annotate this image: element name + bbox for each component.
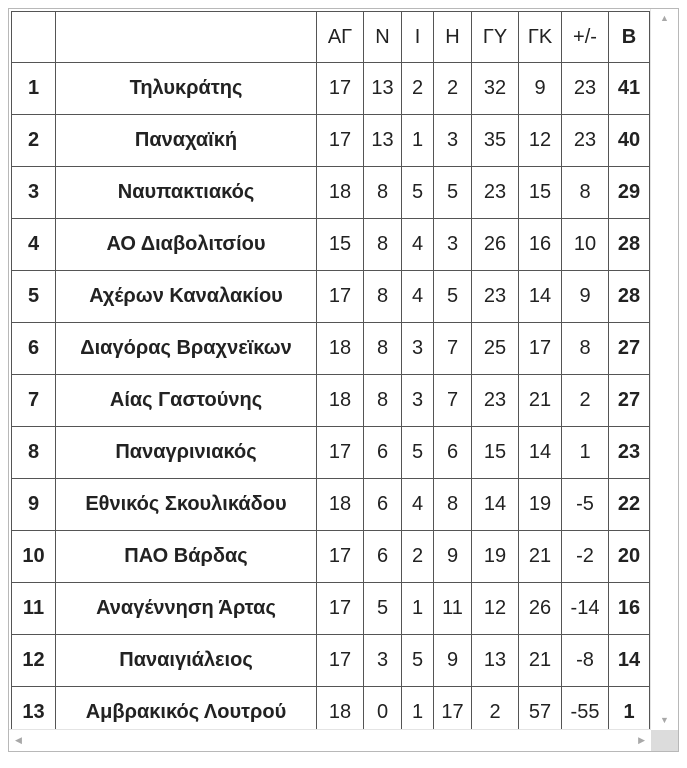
cell-points: 40 (609, 115, 650, 167)
cell-draws: 4 (402, 219, 434, 271)
cell-team: Αχέρων Καναλακίου (56, 271, 317, 323)
cell-played: 17 (317, 63, 364, 115)
cell-played: 17 (317, 115, 364, 167)
scroll-right-arrow-icon[interactable]: ▶ (638, 735, 645, 745)
cell-goals-against: 57 (519, 687, 562, 739)
cell-goals-for: 15 (472, 427, 519, 479)
cell-draws: 2 (402, 63, 434, 115)
standings-scroll-container (8, 8, 679, 752)
cell-draws: 2 (402, 531, 434, 583)
cell-wins: 3 (364, 635, 402, 687)
cell-goals-for: 19 (472, 531, 519, 583)
cell-pos: 11 (12, 583, 56, 635)
cell-losses: 9 (434, 531, 472, 583)
cell-points: 23 (609, 427, 650, 479)
cell-losses: 6 (434, 427, 472, 479)
cell-goal-diff: 23 (562, 63, 609, 115)
header-draws: Ι (402, 12, 434, 63)
cell-played: 18 (317, 687, 364, 739)
table-row (12, 583, 650, 635)
cell-draws: 3 (402, 375, 434, 427)
cell-losses: 7 (434, 375, 472, 427)
scroll-down-arrow-icon[interactable]: ▼ (660, 715, 669, 725)
cell-losses: 9 (434, 635, 472, 687)
cell-goal-diff: 8 (562, 167, 609, 219)
table-header-row (12, 12, 650, 63)
cell-goal-diff: 23 (562, 115, 609, 167)
cell-wins: 0 (364, 687, 402, 739)
horizontal-scrollbar[interactable] (9, 729, 651, 751)
cell-goal-diff: -5 (562, 479, 609, 531)
cell-wins: 13 (364, 63, 402, 115)
cell-losses: 11 (434, 583, 472, 635)
table-row (12, 635, 650, 687)
header-losses: Η (434, 12, 472, 63)
cell-points: 41 (609, 63, 650, 115)
cell-pos: 5 (12, 271, 56, 323)
scroll-left-arrow-icon[interactable]: ◀ (15, 735, 22, 745)
cell-goals-for: 14 (472, 479, 519, 531)
cell-team: Διαγόρας Βραχνεϊκων (56, 323, 317, 375)
cell-pos: 13 (12, 687, 56, 739)
cell-pos: 10 (12, 531, 56, 583)
cell-played: 18 (317, 375, 364, 427)
cell-goal-diff: -55 (562, 687, 609, 739)
cell-team: Παναχαϊκή (56, 115, 317, 167)
cell-goal-diff: -8 (562, 635, 609, 687)
cell-played: 18 (317, 323, 364, 375)
cell-losses: 8 (434, 479, 472, 531)
cell-wins: 8 (364, 167, 402, 219)
cell-played: 17 (317, 635, 364, 687)
header-goal-diff: +/- (562, 12, 609, 63)
table-row (12, 63, 650, 115)
table-row (12, 375, 650, 427)
cell-team: ΑΟ Διαβολιτσίου (56, 219, 317, 271)
cell-pos: 4 (12, 219, 56, 271)
cell-draws: 1 (402, 687, 434, 739)
cell-points: 29 (609, 167, 650, 219)
cell-pos: 3 (12, 167, 56, 219)
cell-goals-against: 21 (519, 635, 562, 687)
cell-wins: 8 (364, 323, 402, 375)
cell-losses: 3 (434, 115, 472, 167)
cell-pos: 12 (12, 635, 56, 687)
cell-played: 17 (317, 427, 364, 479)
cell-wins: 5 (364, 583, 402, 635)
cell-losses: 5 (434, 167, 472, 219)
cell-draws: 5 (402, 635, 434, 687)
table-row (12, 427, 650, 479)
cell-goals-for: 13 (472, 635, 519, 687)
cell-goals-for: 12 (472, 583, 519, 635)
header-played: ΑΓ (317, 12, 364, 63)
cell-wins: 6 (364, 531, 402, 583)
cell-points: 14 (609, 635, 650, 687)
cell-played: 18 (317, 479, 364, 531)
cell-losses: 2 (434, 63, 472, 115)
header-goals-for: ΓΥ (472, 12, 519, 63)
cell-goal-diff: 2 (562, 375, 609, 427)
cell-goals-for: 2 (472, 687, 519, 739)
table-row (12, 479, 650, 531)
cell-team: Παναιγιάλειος (56, 635, 317, 687)
table-row (12, 167, 650, 219)
cell-pos: 8 (12, 427, 56, 479)
header-points: Β (609, 12, 650, 63)
cell-played: 17 (317, 531, 364, 583)
cell-goals-against: 12 (519, 115, 562, 167)
cell-goals-for: 26 (472, 219, 519, 271)
cell-wins: 6 (364, 427, 402, 479)
cell-goals-for: 25 (472, 323, 519, 375)
cell-wins: 8 (364, 219, 402, 271)
cell-goals-for: 23 (472, 271, 519, 323)
cell-pos: 9 (12, 479, 56, 531)
cell-goals-against: 26 (519, 583, 562, 635)
standings-table (11, 11, 650, 739)
cell-goal-diff: 10 (562, 219, 609, 271)
cell-points: 28 (609, 219, 650, 271)
cell-draws: 5 (402, 427, 434, 479)
cell-points: 20 (609, 531, 650, 583)
scroll-up-arrow-icon[interactable]: ▲ (660, 13, 669, 23)
cell-goal-diff: -2 (562, 531, 609, 583)
cell-pos: 1 (12, 63, 56, 115)
cell-team: Παναγρινιακός (56, 427, 317, 479)
cell-goal-diff: 9 (562, 271, 609, 323)
cell-goals-for: 32 (472, 63, 519, 115)
cell-goal-diff: 8 (562, 323, 609, 375)
cell-played: 17 (317, 271, 364, 323)
header-pos (12, 12, 56, 63)
cell-points: 16 (609, 583, 650, 635)
cell-points: 22 (609, 479, 650, 531)
cell-draws: 5 (402, 167, 434, 219)
cell-goal-diff: -14 (562, 583, 609, 635)
cell-goals-against: 19 (519, 479, 562, 531)
table-row (12, 271, 650, 323)
cell-goals-against: 21 (519, 531, 562, 583)
cell-team: Αίας Γαστούνης (56, 375, 317, 427)
cell-goals-against: 16 (519, 219, 562, 271)
cell-team: Εθνικός Σκουλικάδου (56, 479, 317, 531)
cell-wins: 8 (364, 375, 402, 427)
cell-played: 18 (317, 167, 364, 219)
cell-draws: 4 (402, 271, 434, 323)
cell-losses: 7 (434, 323, 472, 375)
cell-goals-against: 14 (519, 271, 562, 323)
cell-draws: 4 (402, 479, 434, 531)
table-row (12, 531, 650, 583)
vertical-scrollbar[interactable] (650, 9, 678, 729)
cell-team: Ναυπακτιακός (56, 167, 317, 219)
cell-team: Τηλυκράτης (56, 63, 317, 115)
cell-points: 27 (609, 375, 650, 427)
cell-goal-diff: 1 (562, 427, 609, 479)
cell-goals-against: 9 (519, 63, 562, 115)
cell-draws: 1 (402, 115, 434, 167)
cell-pos: 2 (12, 115, 56, 167)
cell-team: ΠΑΟ Βάρδας (56, 531, 317, 583)
table-row (12, 323, 650, 375)
cell-wins: 8 (364, 271, 402, 323)
cell-losses: 5 (434, 271, 472, 323)
cell-points: 28 (609, 271, 650, 323)
header-goals-against: ΓΚ (519, 12, 562, 63)
cell-points: 1 (609, 687, 650, 739)
cell-goals-against: 17 (519, 323, 562, 375)
cell-losses: 3 (434, 219, 472, 271)
table-row (12, 219, 650, 271)
cell-wins: 13 (364, 115, 402, 167)
cell-pos: 7 (12, 375, 56, 427)
table-row (12, 115, 650, 167)
cell-pos: 6 (12, 323, 56, 375)
header-team (56, 12, 317, 63)
header-wins: Ν (364, 12, 402, 63)
cell-played: 15 (317, 219, 364, 271)
cell-goals-for: 23 (472, 167, 519, 219)
cell-goals-for: 35 (472, 115, 519, 167)
cell-goals-against: 15 (519, 167, 562, 219)
cell-draws: 3 (402, 323, 434, 375)
cell-points: 27 (609, 323, 650, 375)
cell-team: Αμβρακικός Λουτρού (56, 687, 317, 739)
cell-goals-against: 14 (519, 427, 562, 479)
scrollbar-corner (651, 730, 678, 751)
cell-team: Αναγέννηση Άρτας (56, 583, 317, 635)
cell-goals-for: 23 (472, 375, 519, 427)
cell-goals-against: 21 (519, 375, 562, 427)
cell-draws: 1 (402, 583, 434, 635)
cell-losses: 17 (434, 687, 472, 739)
cell-played: 17 (317, 583, 364, 635)
cell-wins: 6 (364, 479, 402, 531)
